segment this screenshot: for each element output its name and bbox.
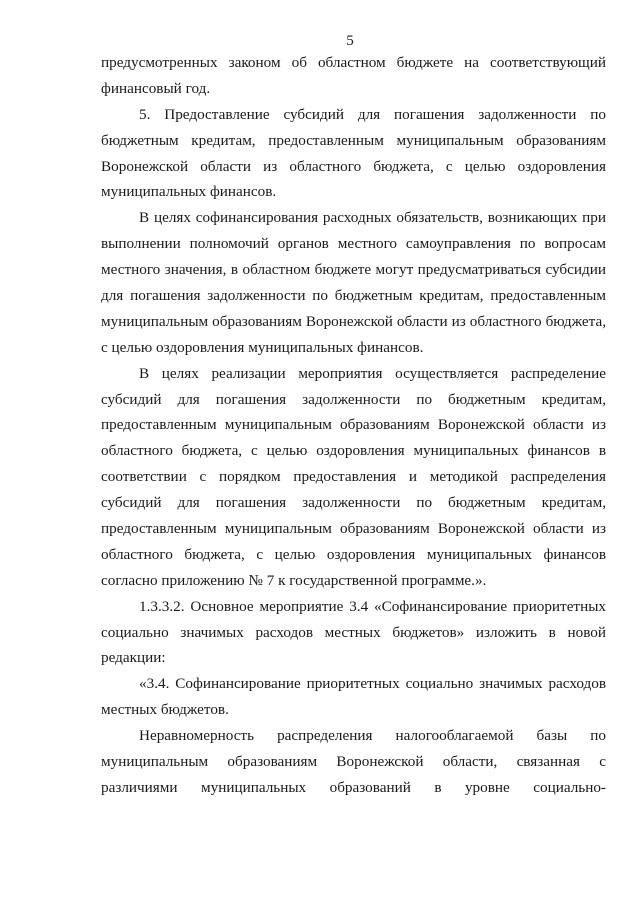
text-line: 5. Предоставление субсидий для погашения задолженности по — [139, 105, 606, 123]
text-line: В целях софинансирования расходных обязательств, возникающих при — [139, 209, 606, 227]
text-line: областного бюджета, с целью оздоровления муниципальных финансов в — [101, 442, 606, 460]
text-line: Воронежской области из областного бюджета, с целью оздоровления — [101, 157, 606, 175]
text-line: муниципальным образованиям Воронежской области из областного бюджета, — [101, 312, 606, 330]
text-line: В целях реализации мероприятия осуществляется распределение — [139, 364, 606, 382]
text-line: 1.3.3.2. Основное мероприятие 3.4 «Софинансирование приоритетных — [139, 597, 606, 615]
text-line: муниципальных финансов. — [101, 183, 277, 201]
text-line: муниципальным образованиям Воронежской области, связанная с — [101, 753, 606, 771]
text-line: с целью оздоровления муниципальных финансов. — [101, 338, 424, 356]
text-line: бюджетным кредитам, предоставленным муниципальным образованиям — [101, 131, 606, 149]
text-line: «3.4. Софинансирование приоритетных социально значимых расходов — [139, 675, 606, 693]
text-line: предоставленным муниципальным образованиям Воронежской области из — [101, 416, 606, 434]
text-line: редакции: — [101, 649, 166, 667]
text-line: субсидий для погашения задолженности по бюджетным кредитам, — [101, 390, 606, 408]
text-line: соответствии с порядком предоставления и методикой распределения — [101, 468, 606, 486]
text-line: выполнении полномочий органов местного самоуправления по вопросам — [101, 235, 606, 253]
text-line: субсидий для погашения задолженности по бюджетным кредитам, — [101, 494, 606, 512]
text-line: местного значения, в областном бюджете могут предусматриваться субсидии — [101, 261, 606, 279]
page-number: 5 — [346, 33, 354, 49]
text-line: финансовый год. — [101, 79, 211, 97]
text-line: для погашения задолженности по бюджетным кредитам, предоставленным — [101, 287, 606, 305]
text-line: областного бюджета, с целью оздоровления муниципальных финансов — [101, 545, 606, 563]
text-line: местных бюджетов. — [101, 701, 229, 719]
text-line: предусмотренных законом об областном бюджете на соответствующий — [101, 54, 606, 71]
text-line: предоставленным муниципальным образованиям Воронежской области из — [101, 520, 606, 538]
text-line: различиями муниципальных образований в уровне социально- — [101, 778, 606, 796]
text-line: согласно приложению № 7 к государственной программе.». — [101, 571, 487, 589]
text-line: Неравномерность распределения налогооблагаемой базы по — [139, 727, 606, 745]
text-line: социально значимых расходов местных бюджетов» изложить в новой — [101, 623, 606, 641]
document-body — [101, 50, 606, 801]
